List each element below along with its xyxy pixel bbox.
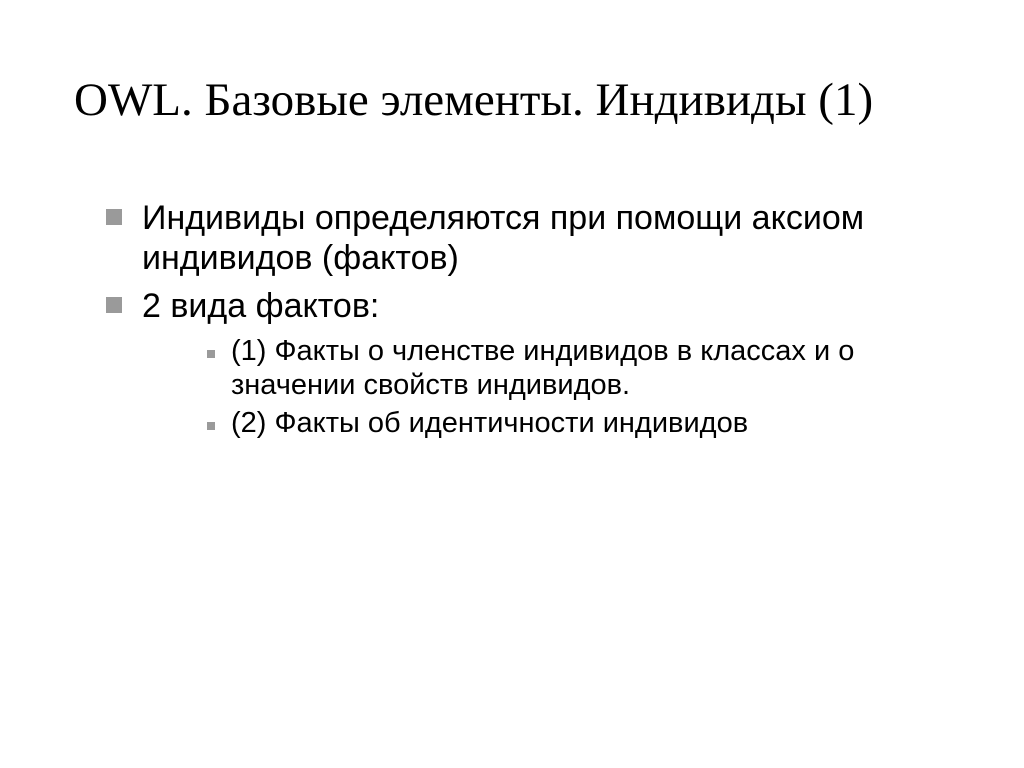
small-square-bullet-icon bbox=[207, 422, 215, 430]
sub-bullet-text: (1) Факты о членстве индивидов в классах и о значении свойств индивидов. bbox=[231, 335, 855, 401]
small-square-bullet-icon bbox=[207, 350, 215, 358]
square-bullet-icon bbox=[106, 297, 122, 313]
bullet-text: 2 вида фактов: bbox=[142, 287, 380, 325]
bullet-text: Индивиды определяются при помощи аксиом индивидов (фактов) bbox=[142, 199, 865, 277]
sub-bullet-text: (2) Факты об идентичности индивидов bbox=[231, 407, 749, 439]
square-bullet-icon bbox=[106, 209, 122, 225]
slide-title: OWL. Базовые элементы. Индивиды (1) bbox=[74, 74, 874, 126]
